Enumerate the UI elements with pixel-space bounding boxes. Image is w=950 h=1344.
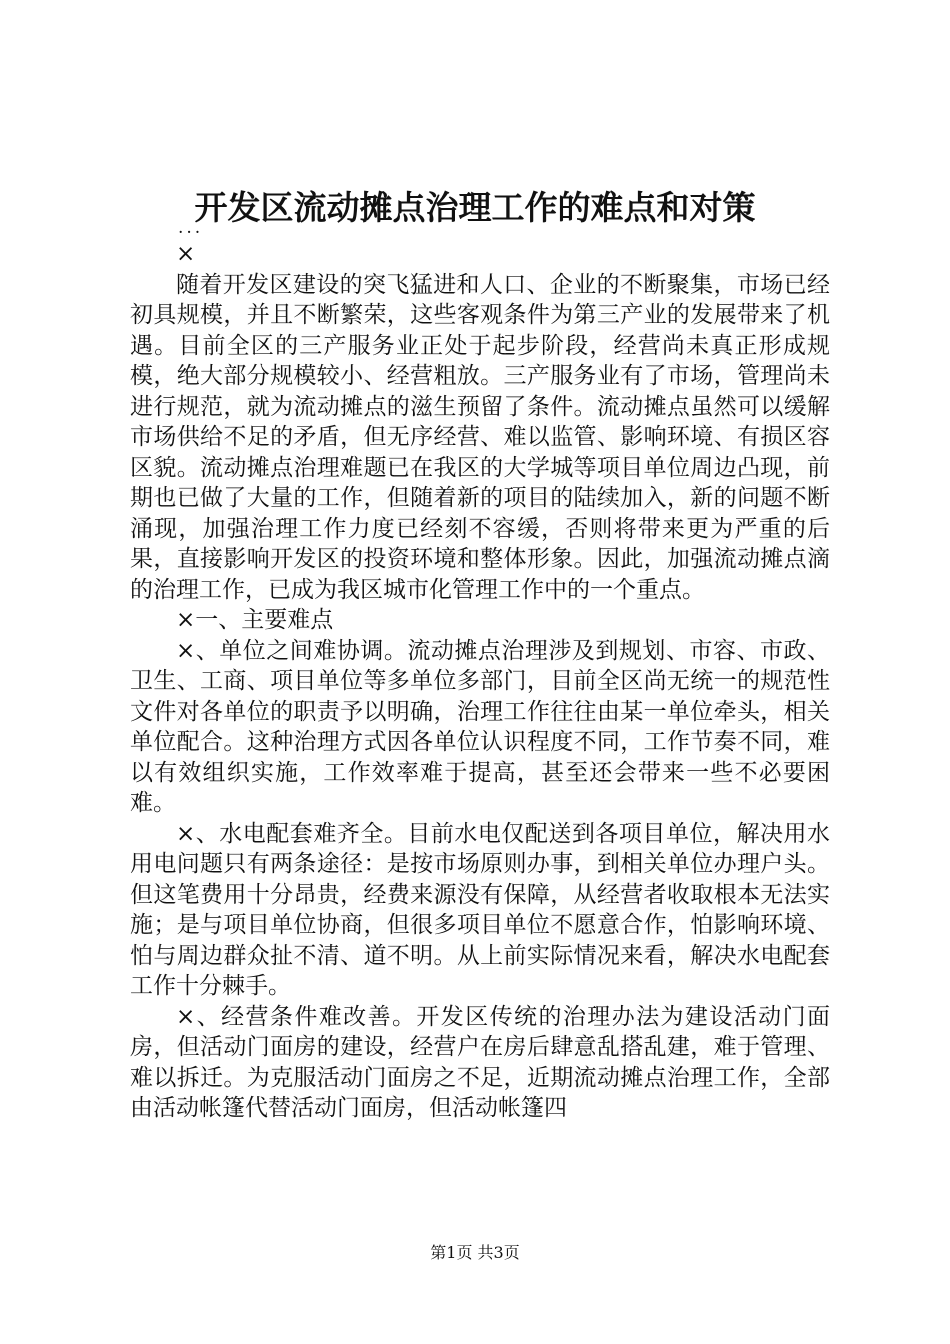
paragraph-conditions: ×、经营条件难改善。开发区传统的治理办法为建设活动门面房，但活动门面房的建设，经营户在房后肆意乱搭乱建，难于管理、难以拆迁。为克服活动门面房之不足，近期流动摊点治理工作，全部由活动帐篷代替活动门面房，但活动帐篷四: [130, 1003, 830, 1121]
document-body: [130, 239, 830, 1124]
ellipsis-marker: ...: [178, 218, 204, 238]
page-footer: 第1页 共3页: [430, 1243, 520, 1262]
paragraph-coordination: ×、单位之间难协调。流动摊点治理涉及到规划、市容、市政、卫生、工商、项目单位等多单位多部门，目前全区尚无统一的规范性文件对各单位的职责予以明确，治理工作往往由某一单位牵头，相关单位配合。这种治理方式因各单位认识程度不同，工作节奏不同，难以有效组织实施，工作效率难于提高，甚至还会带来一些不必要困难。: [130, 637, 830, 816]
paragraph-utilities: ×、水电配套难齐全。目前水电仅配送到各项目单位，解决用水用电问题只有两条途径：是按市场原则办事，到相关单位办理户头。但这笔费用十分昂贵，经费来源没有保障，从经营者收取根本无法实施；是与项目单位协商，但很多项目单位不愿意合作，怕影响环境、怕与周边群众扯不清、道不明。从上前实际情况来看，解决水电配套工作十分棘手。: [130, 820, 830, 999]
paragraph-intro: 随着开发区建设的突飞猛进和人口、企业的不断聚集，市场已经初具规模，并且不断繁荣，这些客观条件为第三产业的发展带来了机遇。目前全区的三产服务业正处于起步阶段，经营尚未真正形成规模，绝大部分规模较小、经营粗放。三产服务业有了市场，管理尚未进行规范，就为流动摊点的滋生预留了条件。流动摊点虽然可以缓解市场供给不足的矛盾，但无序经营、难以监管、影响环境、有损区容区貌。流动摊点治理难题已在我区的大学城等项目单位周边凸现，前期也已做了大量的工作，但随着新的项目的陆续加入，新的问题不断涌现，加强治理工作力度已经刻不容缓，否则将带来更为严重的后果，直接影响开发区的投资环境和整体形象。因此，加强流动摊点滴的治理工作，已成为我区城市化管理工作中的一个重点。: [130, 271, 830, 603]
paragraph-marker: ×: [176, 241, 196, 267]
document-title: 开发区流动摊点治理工作的难点和对策: [194, 188, 756, 227]
section-heading: ×一、主要难点: [176, 607, 334, 633]
